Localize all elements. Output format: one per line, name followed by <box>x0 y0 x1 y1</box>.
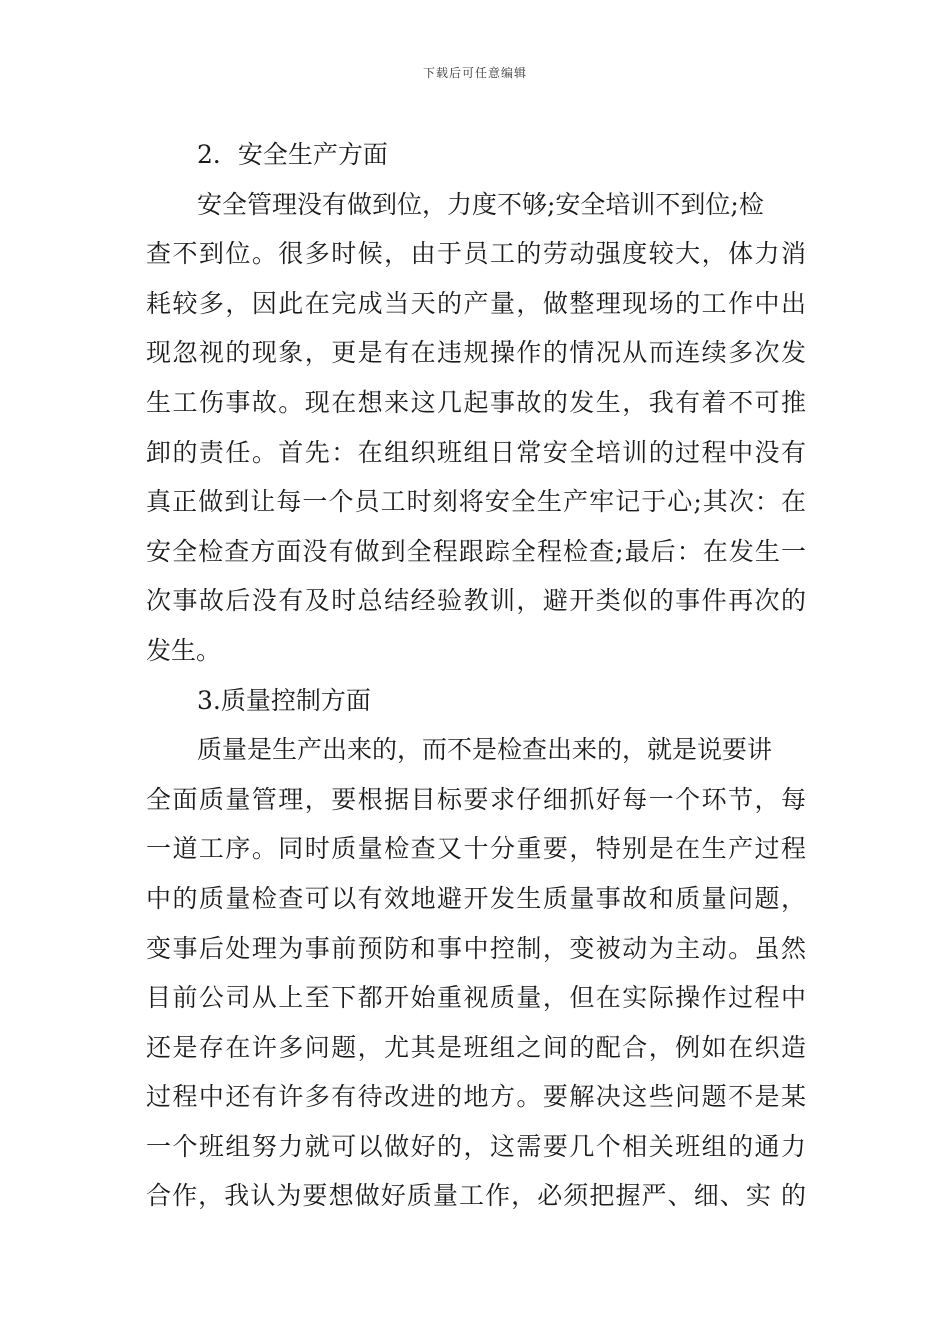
paragraph-line: 变事后处理为事前预防和事中控制，变被动为主动。虽然 <box>146 933 806 963</box>
document-body <box>146 130 806 1221</box>
paragraph-line: 真正做到让每一个员工时刻将安全生产牢记于心;其次：在 <box>146 487 806 517</box>
paragraph-line: 安全管理没有做到位，力度不够;安全培训不到位;检 <box>197 189 764 219</box>
paragraph-line: 一个班组努力就可以做好的，这需要几个相关班组的通力 <box>146 1131 806 1161</box>
paragraph-line: 生工伤事故。现在想来这几起事故的发生，我有着不可推 <box>146 387 806 417</box>
page-header: 下载后可任意编辑 <box>422 66 527 80</box>
paragraph-line: 中的质量检查可以有效地避开发生质量事故和质量问题， <box>146 883 806 913</box>
section-heading-safety: 2．安全生产方面 <box>197 140 388 169</box>
paragraph-line: 发生。 <box>146 635 222 665</box>
paragraph-line: 全面质量管理，要根据目标要求仔细抓好每一个环节，每 <box>146 784 806 814</box>
paragraph-line: 一道工序。同时质量检查又十分重要，特别是在生产过程 <box>146 834 806 864</box>
paragraph-line: 卸的责任。首先：在组织班组日常安全培训的过程中没有 <box>146 437 806 467</box>
paragraph-line: 合作，我认为要想做好质量工作，必须把握严、细、实 的 <box>146 1181 806 1211</box>
paragraph-line: 现忽视的现象，更是有在违规操作的情况从而连续多次发 <box>146 338 806 368</box>
paragraph-line: 过程中还有许多有待改进的地方。要解决这些问题不是某 <box>146 1082 806 1112</box>
paragraph-line: 目前公司从上至下都开始重视质量，但在实际操作过程中 <box>146 983 806 1013</box>
paragraph-line: 查不到位。很多时候，由于员工的劳动强度较大，体力消 <box>146 239 806 269</box>
paragraph-line: 耗较多，因此在完成当天的产量，做整理现场的工作中出 <box>146 288 806 318</box>
section-heading-quality: 3.质量控制方面 <box>197 685 371 715</box>
paragraph-line: 还是存在许多问题，尤其是班组之间的配合，例如在织造 <box>146 1032 806 1062</box>
paragraph-line: 质量是生产出来的，而不是检查出来的，就是说要讲 <box>197 735 773 765</box>
paragraph-line: 安全检查方面没有做到全程跟踪全程检查;最后：在发生一 <box>146 536 806 566</box>
paragraph-line: 次事故后没有及时总结经验教训，避开类似的事件再次的 <box>146 586 806 616</box>
